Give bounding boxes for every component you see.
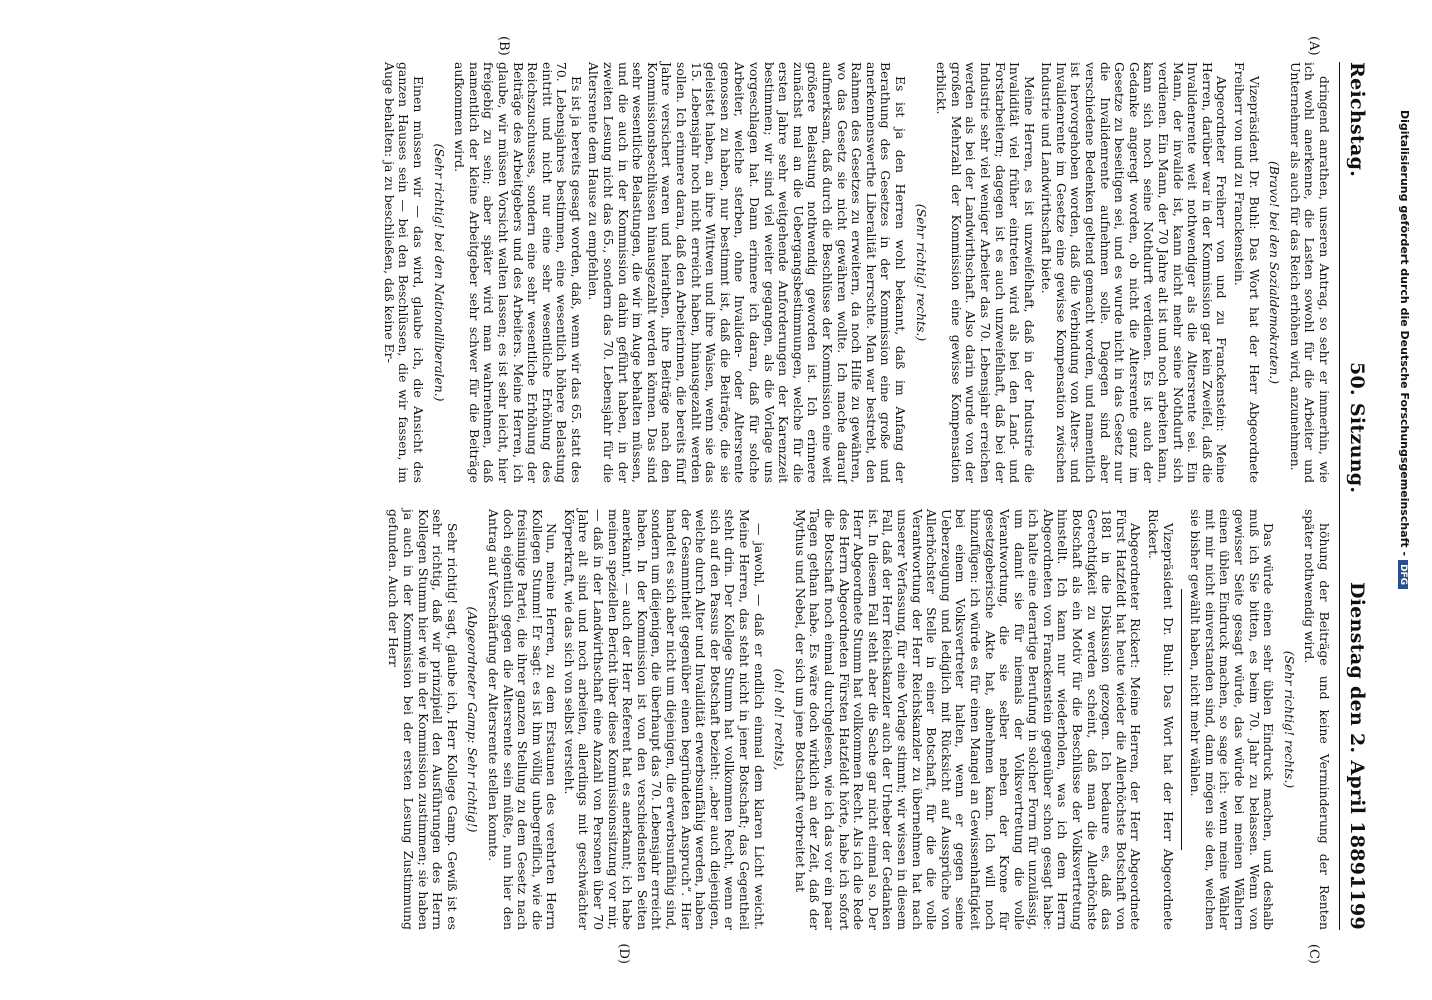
interjection: (Bravo! bei den Sozialdemokraten.): [1267, 160, 1283, 385]
session-label: 50. Sitzung.: [1346, 362, 1368, 494]
left-column: [378, 62, 1331, 483]
page-header: [1339, 62, 1374, 930]
paragraph: dringend anrathen, unseren Antrag, so sehr er immerhin, wie ich wohl anerkenne, die Lasten sowohl für die Arbeiter und Unternehmer als auch für das Reich erhöhen wird, anzunehmen.: [1287, 62, 1332, 483]
text-columns: [378, 36, 1332, 964]
interjection: (oh! oh! rechts),: [772, 668, 788, 771]
paragraph: Meine Herren, es ist unzweifelhaft, daß in der Industrie die Invalidität viel früher eintreten wird als bei den Land- und Forstarbeitern; dagegen ist es auch unzweifelhaft, daß bei der Industrie sehr viel weniger Arbeiter das 70. Lebensjahr erreichen werden als bei der Landwirthschaft. Also darin wurde von der großen Mehrzahl der Kommission eine gewisse Kompensation erblickt.: [934, 62, 1037, 483]
speaker-announcement: Vizepräsident Dr. Buhl: Das Wort hat der Herr Abgeordnete Rickert.: [1146, 509, 1176, 930]
dfg-badge: DFG: [1398, 560, 1408, 589]
paragraph: Sehr richtig! sagt, glaube ich, Herr Kollege Gamp. Gewiß ist es sehr richtig, daß wir prinzipiell den Ausführungen des Herrn Kollegen Stumm hier wie in der Kommission zustimmen; sie haben ja auch in der Kommission bei der ersten Lesung Zustimmung gefunden. Auch der Herr: [386, 509, 460, 930]
interjection: (Abgeordneter Gamp: Sehr richtig!): [465, 606, 481, 833]
publication-title: Reichstag.: [1346, 62, 1368, 178]
interjection: (Sehr richtig! rechts.): [913, 203, 929, 342]
session-date: Dienstag den 2. April 1889.: [1346, 582, 1368, 883]
margin-marker-c: (C): [1306, 943, 1321, 964]
interjection: (Sehr richtig! rechts.): [1281, 650, 1297, 789]
right-column: [378, 509, 1331, 930]
margin-marker-b: (B): [496, 36, 511, 56]
paragraph: Es ist ja den Herren wohl bekannt, daß im Anfang der Berathung des Gesetzes in der Kommission eine große und anerkennenswerthe Liberalität herrschte. Man war bestrebt, den Rahmen des Gesetzes zu erweitern, da noch Hilfe zu gewähren, wo das Gesetz sie nicht gewähren wollte. Ich mache darauf aufmerksam, daß durch die Beschlüsse der Kommission eine weit größere Belastung nothwendig geworden ist. Ich erinnere zunächst mal an die Uebergangsbestimmungen, welche für die ersten Jahre sehr weitgehende Anforderungen der Karenzzeit bestimmen; wir sind viel weiter gegangen, als die Vorlage uns vorgeschlagen hat. Dann erinnere ich daran, daß für solche Arbeiter, welche sterben, ohne Invaliden- oder Altersrente genossen zu haben, nur bestimmt ist, daß die Beiträge, die sie geleistet haben, an ihre Wittwen und ihre Waisen, wenn sie das 15. Lebensjahr noch nicht erreicht haben, hinausgezahlt werden sollen. Ich erinnere daran, daß den Arbeiterinnen, die bereits fünf Jahre versichert waren und heirathen, ihre Beiträge nach den Kommissionsbeschlüssen hinausgezahlt werden können. Das sind sehr wesentliche Belastungen, die wir im Auge behalten müssen, und die auch in der Kommission dahin geführt haben, in der zweiten Lesung nicht das 65., sondern das 70. Lebensjahr für die Altersrente dem Hause zu empfehlen.: [586, 62, 908, 483]
margin-marker-a: (A): [1306, 36, 1321, 56]
interjection: (Sehr richtig! bei den Nationalliberalen.): [431, 143, 447, 402]
paragraph: Nun, meine Herren, zu dem Erstaunen des verehrten Herrn Kollegen Stumm! Er sagt: es ist ihm völlig unbegreiflich, wie die freisinnige Partei, die ihrer ganzen Stellung zu dem Gesetz nach doch eigentlich gegen die Altersrente sein müßte, nun hier den Antrag auf Verschärfung der Altersrente stellen konnte.: [485, 509, 560, 930]
credit-text: Digitalisierung gefördert durch die Deutsche Forschungsgemeinschaft -: [1398, 110, 1411, 557]
paragraph: Abgeordneter Freiherr von und zu Franckenstein: Meine Herren, darüber war in der Kommission gar kein Zweifel, daß die Invalidenrente weit nothwendiger als die Altersrente sei. Ein Mann, der invalide ist, kann nicht mehr seine Nothdurft sich verdienen. Ein Mann, der 70 Jahre alt ist und noch arbeiten kann, kann sich noch seine Nothdurft verdienen. Es ist auch der Gedanke angeregt worden, ob nicht die Altersrente ganz im Gesetze zu beseitigen sei, und es wurde nicht in das Gesetz nur die Invalidenrente aufnehmen solle. Dagegen sind aber verschiedene Bedenken geltend gemacht worden, und namentlich ist hervorgehoben worden, daß die Verbindung von Alters- und Invalidenrente im Gesetze eine gewisse Kompensation zwischen Industrie und Landwirthschaft biete.: [1039, 62, 1230, 483]
margin-marker-d: (D): [616, 943, 631, 964]
digitization-credit: [1398, 110, 1411, 900]
speaker-announcement: Vizepräsident Dr. Buhl: Das Wort hat der Herr Abgeordnete Freiherr von und zu Franckenstein.: [1232, 62, 1262, 483]
paragraph: Es ist ja bereits gesagt worden, daß, wenn wir das 65. statt des 70. Lebensjahres bestimmen, eine wesentlich höhere Belastung eintritt und nicht nur eine sehr wesentliche Erhöhung des Reichszuschusses, sondern eine sehr wesentliche Erhöhung der Beiträge des Arbeitgebers und des Arbeiters. Meine Herren, ich glaube, wir müssen Vorsicht walten lassen; es ist sehr leicht, hier freigebig zu sein; aber später wird man wahrnehmen, daß namentlich der kleine Arbeitgeber sehr schwer für die Beiträge aufkommen wird.: [452, 62, 584, 483]
paragraph: Einen müssen wir — das wird, glaube ich, die Ansicht des ganzen Hauses sein — bei den Beschlüssen, die wir fassen, im Auge behalten: ja zu beschließen, daß keine Er-: [381, 62, 426, 483]
section-divider: [1181, 589, 1182, 850]
page-number: 1199: [1346, 875, 1368, 930]
paragraph: Abgeordneter Rickert: Meine Herren, der Herr Abgeordnete Fürst Hatzfeldt hat heute wieder die Allerhöchste Botschaft von 1881 in die Diskussion gezogen. Ich bedaure es, daß das Gerechtigkeit zu werden scheint, daß man die Allerhöchste Botschaft als ein Motiv für die Beschlüsse der Volksvertretung hinstellt. Ich kann nur wiederholen, was ich dem Herrn Abgeordneten von Franckenstein gegenüber schon gesagt habe: ich halte eine derartige Berufung in solcher Form für unzulässig, um damit sie für niemals der Volksvertretung die volle Verantwortung, die sie selber neben der Krone für gesetzgeberische Akte hat, abnehmen kann. Ich will noch hinzufügen: ich würde es für einen Mangel an Gewissenhaftigkeit bei einem Volksvertreter halten, wenn er gegen seine Ueberzeugung und lediglich mit Rücksicht auf Aussprüche von Allerhöchster Stelle in einer Botschaft, für die die volle Verantwortung der Herr Reichskanzler zu übernehmen hat nach unserer Verfassung, für eine Vorlage stimmt; wir wissen in diesem Fall, daß der Herr Reichskanzler auch der Urheber der Gedanken ist. In diesem Fall steht aber die Sache gar nicht einmal so. Der Herr Abgeordnete Stumm hat vollkommen Recht. Als ich die Rede des Herrn Abgeordneten Fürsten Hatzfeldt hörte, habe ich sofort die Botschaft noch einmal durchgelesen, wie ich das vor ein paar Tagen gethan habe. Es wäre doch wirklich an der Zeit, daß der Mythus und Nebel, der sich um jene Botschaft verbreitet hat: [792, 509, 1144, 930]
paragraph: Das würde einen sehr üblen Eindruck machen, und deshalb muß ich Sie bitten, es beim 70. Jahr zu belassen. Wenn von gewisser Seite gesagt würde, das würde bei meinen Wählern einen üblen Eindruck machen, so sage ich: wenn meine Wähler mit mir nicht einverstanden sind, dann mögen sie den, welchen sie bisher gewählt haben, nicht mehr wählen.: [1188, 509, 1277, 930]
paragraph: höhung der Beiträge und keine Verminderung der Renten später nothwendig wird.: [1302, 509, 1332, 930]
paragraph: — jawohl, — daß er endlich einmal dem klaren Licht weicht. Meine Herren, das steht nicht in jener Botschaft; das Gegentheil steht drin. Der Kollege Stumm hat vollkommen Recht, wenn er sich auf den Passus der Botschaft bezieht: „aber auch diejenigen, welche durch Alter und Invalidität erwerbsunfähig werden, haben der Gesammtheit gegenüber einen begründeten Anspruch“. Hier handelt es sich aber nicht um diejenigen, die erwerbsunfähig sind, sondern um diejenigen, die überhaupt das 70. Lebensjahr erreicht haben. In der Kommission ist von den verschiedensten Seiten anerkannt, — auch der Herr Referent hat es anerkannt; ich habe meinen speziellen Bericht über diese Kommissionssitzung vor mir, — daß in der Landwirthschaft eine Anzahl von Personen über 70 Jahre alt sind und noch arbeiten, allerdings mit geschwächter Körperkraft, wie das sich von selbst versteht.: [561, 509, 767, 930]
